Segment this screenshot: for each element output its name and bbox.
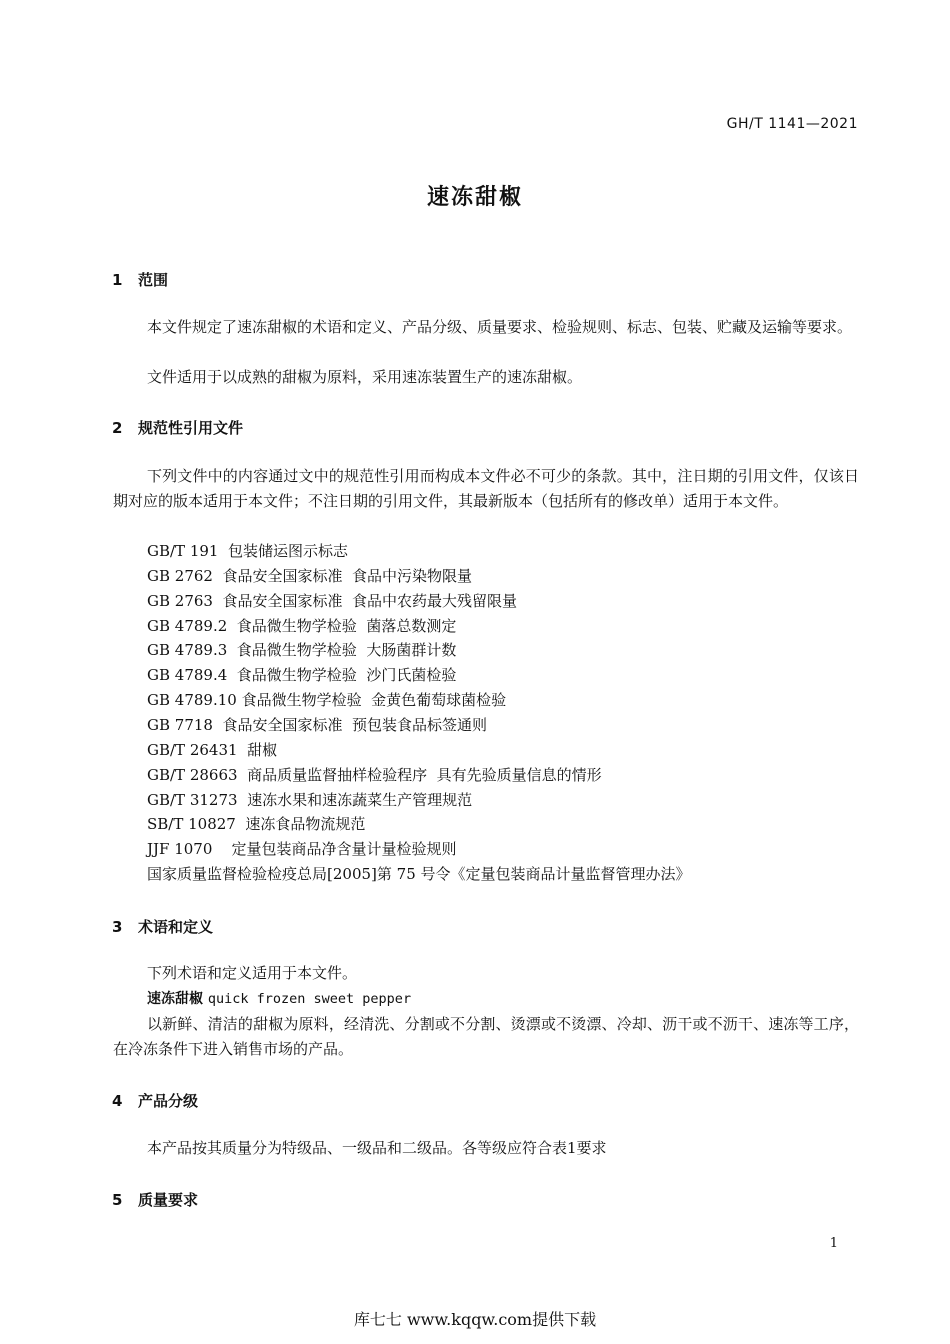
term-entry bbox=[147, 988, 411, 1008]
term-english: quick frozen sweet pepper bbox=[207, 991, 412, 1007]
section-title: 范围 bbox=[138, 271, 169, 289]
references-intro: 下列文件中的内容通过文中的规范性引用而构成本文件必不可少的条款。其中，注日期的引用文件，仅该日期对应的版本适用于本文件；不注日期的引用文件，其最新版本（包括所有的修改单）适用于本文件。 bbox=[113, 467, 859, 510]
section-heading-quality bbox=[112, 1189, 198, 1210]
section-title: 术语和定义 bbox=[138, 918, 214, 936]
reference-item: JJF 1070 定量包装商品净含量计量检验规则 bbox=[147, 840, 457, 858]
scope-paragraph-2: 文件适用于以成熟的甜椒为原料，采用速冻装置生产的速冻甜椒。 bbox=[147, 368, 583, 386]
section-heading-scope bbox=[112, 269, 168, 290]
section-number: 5 bbox=[112, 1191, 123, 1209]
download-footer: 库七七 www.kqqw.com提供下载 bbox=[353, 1310, 597, 1329]
reference-item: GB/T 31273 速冻水果和速冻蔬菜生产管理规范 bbox=[147, 791, 473, 809]
reference-item: GB 4789.2 食品微生物学检验 菌落总数测定 bbox=[147, 617, 457, 635]
grading-paragraph: 本产品按其质量分为特级品、一级品和二级品。各等级应符合表1要求 bbox=[147, 1139, 607, 1157]
section-title: 产品分级 bbox=[138, 1092, 199, 1110]
term-definition: 以新鲜、清洁的甜椒为原料，经清洗、分割或不分割、烫漂或不烫漂、冷却、沥干或不沥干、速冻等工序，在冷冻条件下进入销售市场的产品。 bbox=[113, 1015, 859, 1058]
section-number: 3 bbox=[112, 918, 123, 936]
reference-item: GB 7718 食品安全国家标准 预包装食品标签通则 bbox=[147, 716, 488, 734]
standard-number: GH/T 1141—2021 bbox=[726, 116, 858, 132]
scope-paragraph-1: 本文件规定了速冻甜椒的术语和定义、产品分级、质量要求、检验规则、标志、包装、贮藏及运输等要求。 bbox=[147, 318, 853, 336]
section-heading-terms bbox=[112, 916, 213, 937]
document-title: 速冻甜椒 bbox=[426, 185, 523, 210]
reference-item: GB/T 28663 商品质量监督抽样检验程序 具有先验质量信息的情形 bbox=[147, 766, 602, 784]
reference-item: GB 4789.10 食品微生物学检验 金黄色葡萄球菌检验 bbox=[147, 691, 507, 709]
reference-item: GB 2762 食品安全国家标准 食品中污染物限量 bbox=[147, 567, 473, 585]
section-title: 规范性引用文件 bbox=[138, 419, 244, 437]
reference-item: SB/T 10827 速冻食品物流规范 bbox=[147, 815, 366, 833]
section-number: 2 bbox=[112, 419, 123, 437]
reference-item: GB 2763 食品安全国家标准 食品中农药最大残留限量 bbox=[147, 592, 518, 610]
section-heading-grading bbox=[112, 1090, 198, 1111]
reference-item: GB/T 26431 甜椒 bbox=[147, 741, 278, 759]
reference-item: GB 4789.4 食品微生物学检验 沙门氏菌检验 bbox=[147, 666, 457, 684]
section-title: 质量要求 bbox=[138, 1191, 199, 1209]
section-number: 4 bbox=[112, 1092, 123, 1110]
section-number: 1 bbox=[112, 271, 123, 289]
term-chinese: 速冻甜椒 bbox=[147, 991, 203, 1007]
page-number: 1 bbox=[829, 1236, 838, 1251]
reference-item: GB/T 191 包装储运图示标志 bbox=[147, 542, 348, 560]
reference-item: 国家质量监督检验检疫总局[2005]第 75 号令《定量包装商品计量监督管理办法》 bbox=[147, 865, 691, 883]
terms-intro: 下列术语和定义适用于本文件。 bbox=[147, 964, 358, 982]
section-heading-references bbox=[112, 417, 243, 438]
reference-item: GB 4789.3 食品微生物学检验 大肠菌群计数 bbox=[147, 641, 457, 659]
